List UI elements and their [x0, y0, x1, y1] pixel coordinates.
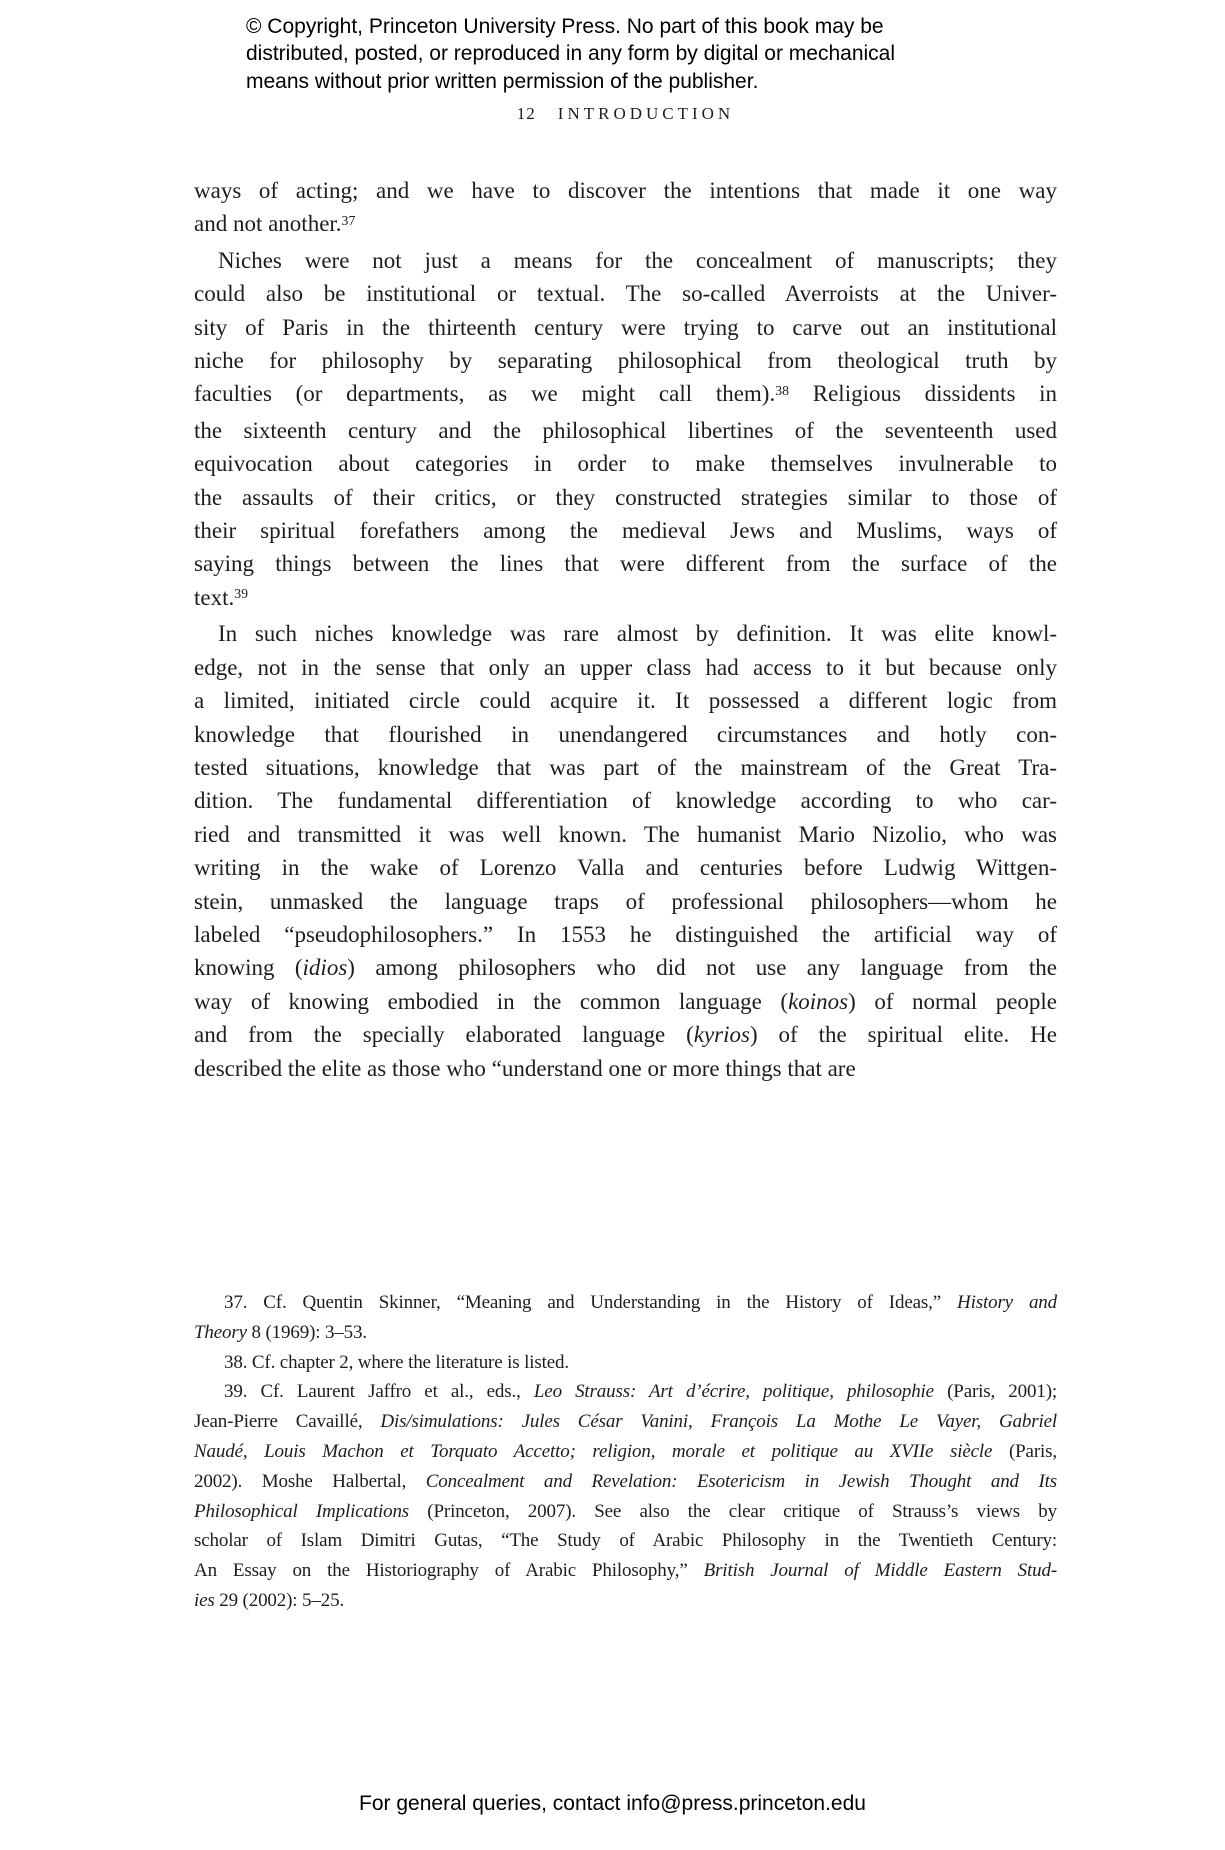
text-segment: In such niches knowledge was rare almost by definition. It was elite knowl- — [218, 621, 1057, 647]
text-segment: text. — [194, 584, 235, 610]
text-segment: writing in the wake of Lorenzo Valla and centuries before Ludwig Wittgen- — [194, 855, 1057, 881]
text-segment: (Princeton, 2007). See also the clear critique of Strauss’s views by — [409, 1500, 1058, 1522]
text-line — [194, 1348, 1057, 1378]
text-segment: and from the specially elaborated language ( — [194, 1022, 694, 1048]
text-line — [194, 784, 1057, 817]
text-segment: ) of the spiritual elite. He — [749, 1022, 1058, 1048]
text-line — [194, 951, 1057, 984]
text-segment: their spiritual forefathers among the medieval Jews and Muslims, ways of — [194, 518, 1057, 544]
text-line — [194, 885, 1057, 918]
text-line — [194, 277, 1057, 310]
italic-text: Theory — [194, 1321, 247, 1343]
text-segment: and not another. — [194, 211, 342, 237]
text-segment: 37. Cf. Quentin Skinner, “Meaning and Understanding in the History of Ideas,” — [224, 1292, 958, 1313]
text-segment: ried and transmitted it was well known. The humanist Mario Nizolio, who was — [194, 821, 1057, 847]
page-number: 12 — [516, 104, 536, 123]
text-segment: 2002). Moshe Halbertal, — [194, 1470, 426, 1492]
text-line — [194, 311, 1057, 344]
italic-text: Concealment and Revelation: Esotericism in Jewish Thought and Its — [425, 1470, 1057, 1492]
text-line — [194, 1407, 1057, 1437]
italic-text: Leo Strauss: Art d’écrire, politique, philosophie — [533, 1381, 934, 1403]
text-line — [194, 1556, 1057, 1586]
copyright-notice — [246, 13, 966, 95]
text-line — [194, 514, 1057, 547]
text-segment: Niches were not just a means for the concealment of manuscripts; they — [218, 247, 1057, 273]
text-line — [194, 1377, 1057, 1407]
text-segment: (Paris, — [992, 1440, 1057, 1462]
text-segment: (Paris, 2001); — [933, 1381, 1058, 1403]
text-line — [194, 651, 1057, 684]
text-line — [194, 414, 1057, 447]
text-segment: knowing ( — [194, 955, 303, 981]
italic-text: ies — [194, 1589, 215, 1611]
text-segment: the assaults of their critics, or they constructed strategies similar to those of — [194, 484, 1057, 510]
text-segment: way of knowing embodied in the common language ( — [194, 988, 789, 1014]
text-segment: scholar of Islam Dimitri Gutas, “The Study of Arabic Philosophy in the Twentieth Century: — [194, 1530, 1057, 1552]
text-line — [194, 1467, 1057, 1497]
copyright-line: © Copyright, Princeton University Press. No part of this book may be — [246, 15, 884, 38]
text-segment: equivocation about categories in order to make themselves invulnerable to — [194, 451, 1057, 477]
text-line — [194, 244, 1057, 277]
text-segment: An Essay on the Historiography of Arabic Philosophy,” — [194, 1560, 704, 1582]
text-segment: stein, unmasked the language traps of professional philosophers—whom he — [194, 888, 1057, 914]
footer-contact: For general queries, contact info@press.princeton.edu — [359, 1792, 866, 1815]
text-segment: knowledge that flourished in unendangered circumstances and hotly con- — [194, 721, 1057, 747]
text-segment: the sixteenth century and the philosophical libertines of the seventeenth used — [194, 417, 1057, 443]
text-line — [194, 617, 1057, 650]
italic-text: idios — [302, 955, 348, 981]
text-line — [194, 684, 1057, 717]
text-segment: sity of Paris in the thirteenth century were trying to carve out an institutional — [194, 314, 1057, 340]
text-line — [194, 1526, 1057, 1556]
text-segment: ) of normal people — [848, 988, 1058, 1014]
footnotes-section — [194, 1288, 1057, 1616]
italic-text: History and — [957, 1292, 1057, 1313]
footnote-reference: 37 — [341, 212, 356, 228]
text-line — [194, 1497, 1057, 1527]
italic-text: Naudé, Louis Machon et Torquato Accetto; religion, morale et politique au XVIIe siècle — [194, 1440, 993, 1462]
text-segment: ways of acting; and we have to discover the intentions that made it one way — [194, 178, 1057, 203]
copyright-line: distributed, posted, or reproduced in any form by digital or mechanical — [246, 42, 896, 66]
text-line — [194, 377, 1057, 413]
footnote-reference: 38 — [775, 382, 790, 398]
text-line — [194, 818, 1057, 851]
text-segment: a limited, initiated circle could acquire it. It possessed a different logic from — [194, 688, 1057, 714]
text-line — [194, 547, 1057, 580]
text-line — [194, 718, 1057, 751]
text-line — [194, 1437, 1057, 1467]
text-line — [194, 174, 1057, 207]
text-line — [194, 918, 1057, 951]
text-line — [194, 985, 1057, 1018]
text-line — [194, 1288, 1057, 1318]
text-line — [194, 207, 1057, 243]
body-text — [194, 174, 1057, 1085]
text-segment: 8 (1969): 3–53. — [246, 1321, 367, 1343]
text-segment: 39. Cf. Laurent Jaffro et al., eds., — [224, 1381, 534, 1403]
text-line — [194, 447, 1057, 480]
text-segment: dition. The fundamental differentiation of knowledge according to who car- — [194, 788, 1057, 814]
italic-text: British Journal of Middle Eastern Stud- — [703, 1560, 1058, 1582]
text-segment: Jean-Pierre Cavaillé, — [194, 1411, 381, 1433]
copyright-line: means without prior written permission of the publisher. — [246, 69, 759, 93]
text-line — [194, 1052, 1057, 1085]
text-line — [194, 751, 1057, 784]
text-segment: ) among philosophers who did not use any language from the — [347, 955, 1057, 981]
text-line — [194, 851, 1057, 884]
text-line — [194, 481, 1057, 514]
italic-text: Philosophical Implications — [194, 1500, 410, 1522]
text-line — [194, 1018, 1057, 1051]
text-segment: could also be institutional or textual. The so-called Averroists at the Univer- — [194, 281, 1057, 307]
text-segment: 29 (2002): 5–25. — [214, 1589, 345, 1611]
text-segment: niche for philosophy by separating philosophical from theological truth by — [194, 348, 1057, 374]
text-segment: edge, not in the sense that only an upper class had access to it but because only — [194, 654, 1057, 680]
italic-text: koinos — [788, 988, 849, 1014]
text-segment: faculties (or departments, as we might call them). — [194, 381, 776, 407]
text-line — [194, 344, 1057, 377]
text-segment: Religious dissidents in — [789, 381, 1058, 407]
text-segment: labeled “pseudophilosophers.” In 1553 he distinguished the artificial way of — [194, 921, 1057, 947]
text-line — [194, 1318, 1057, 1348]
text-line — [194, 581, 1057, 617]
text-segment: described the elite as those who “understand one or more things that are — [194, 1055, 856, 1081]
italic-text: kyrios — [693, 1022, 750, 1048]
footnote-reference: 39 — [234, 585, 249, 601]
running-head-title: INTRODUCTION — [557, 104, 735, 123]
text-segment: tested situations, knowledge that was part of the mainstream of the Great Tra- — [194, 754, 1057, 780]
italic-text: Dis/simulations: Jules César Vanini, François La Mothe Le Vayer, Gabriel — [380, 1411, 1057, 1433]
text-line — [194, 1586, 1057, 1616]
running-head — [194, 104, 1057, 124]
text-segment: 38. Cf. chapter 2, where the literature is listed. — [224, 1351, 569, 1373]
text-segment: saying things between the lines that were different from the surface of the — [194, 551, 1057, 577]
